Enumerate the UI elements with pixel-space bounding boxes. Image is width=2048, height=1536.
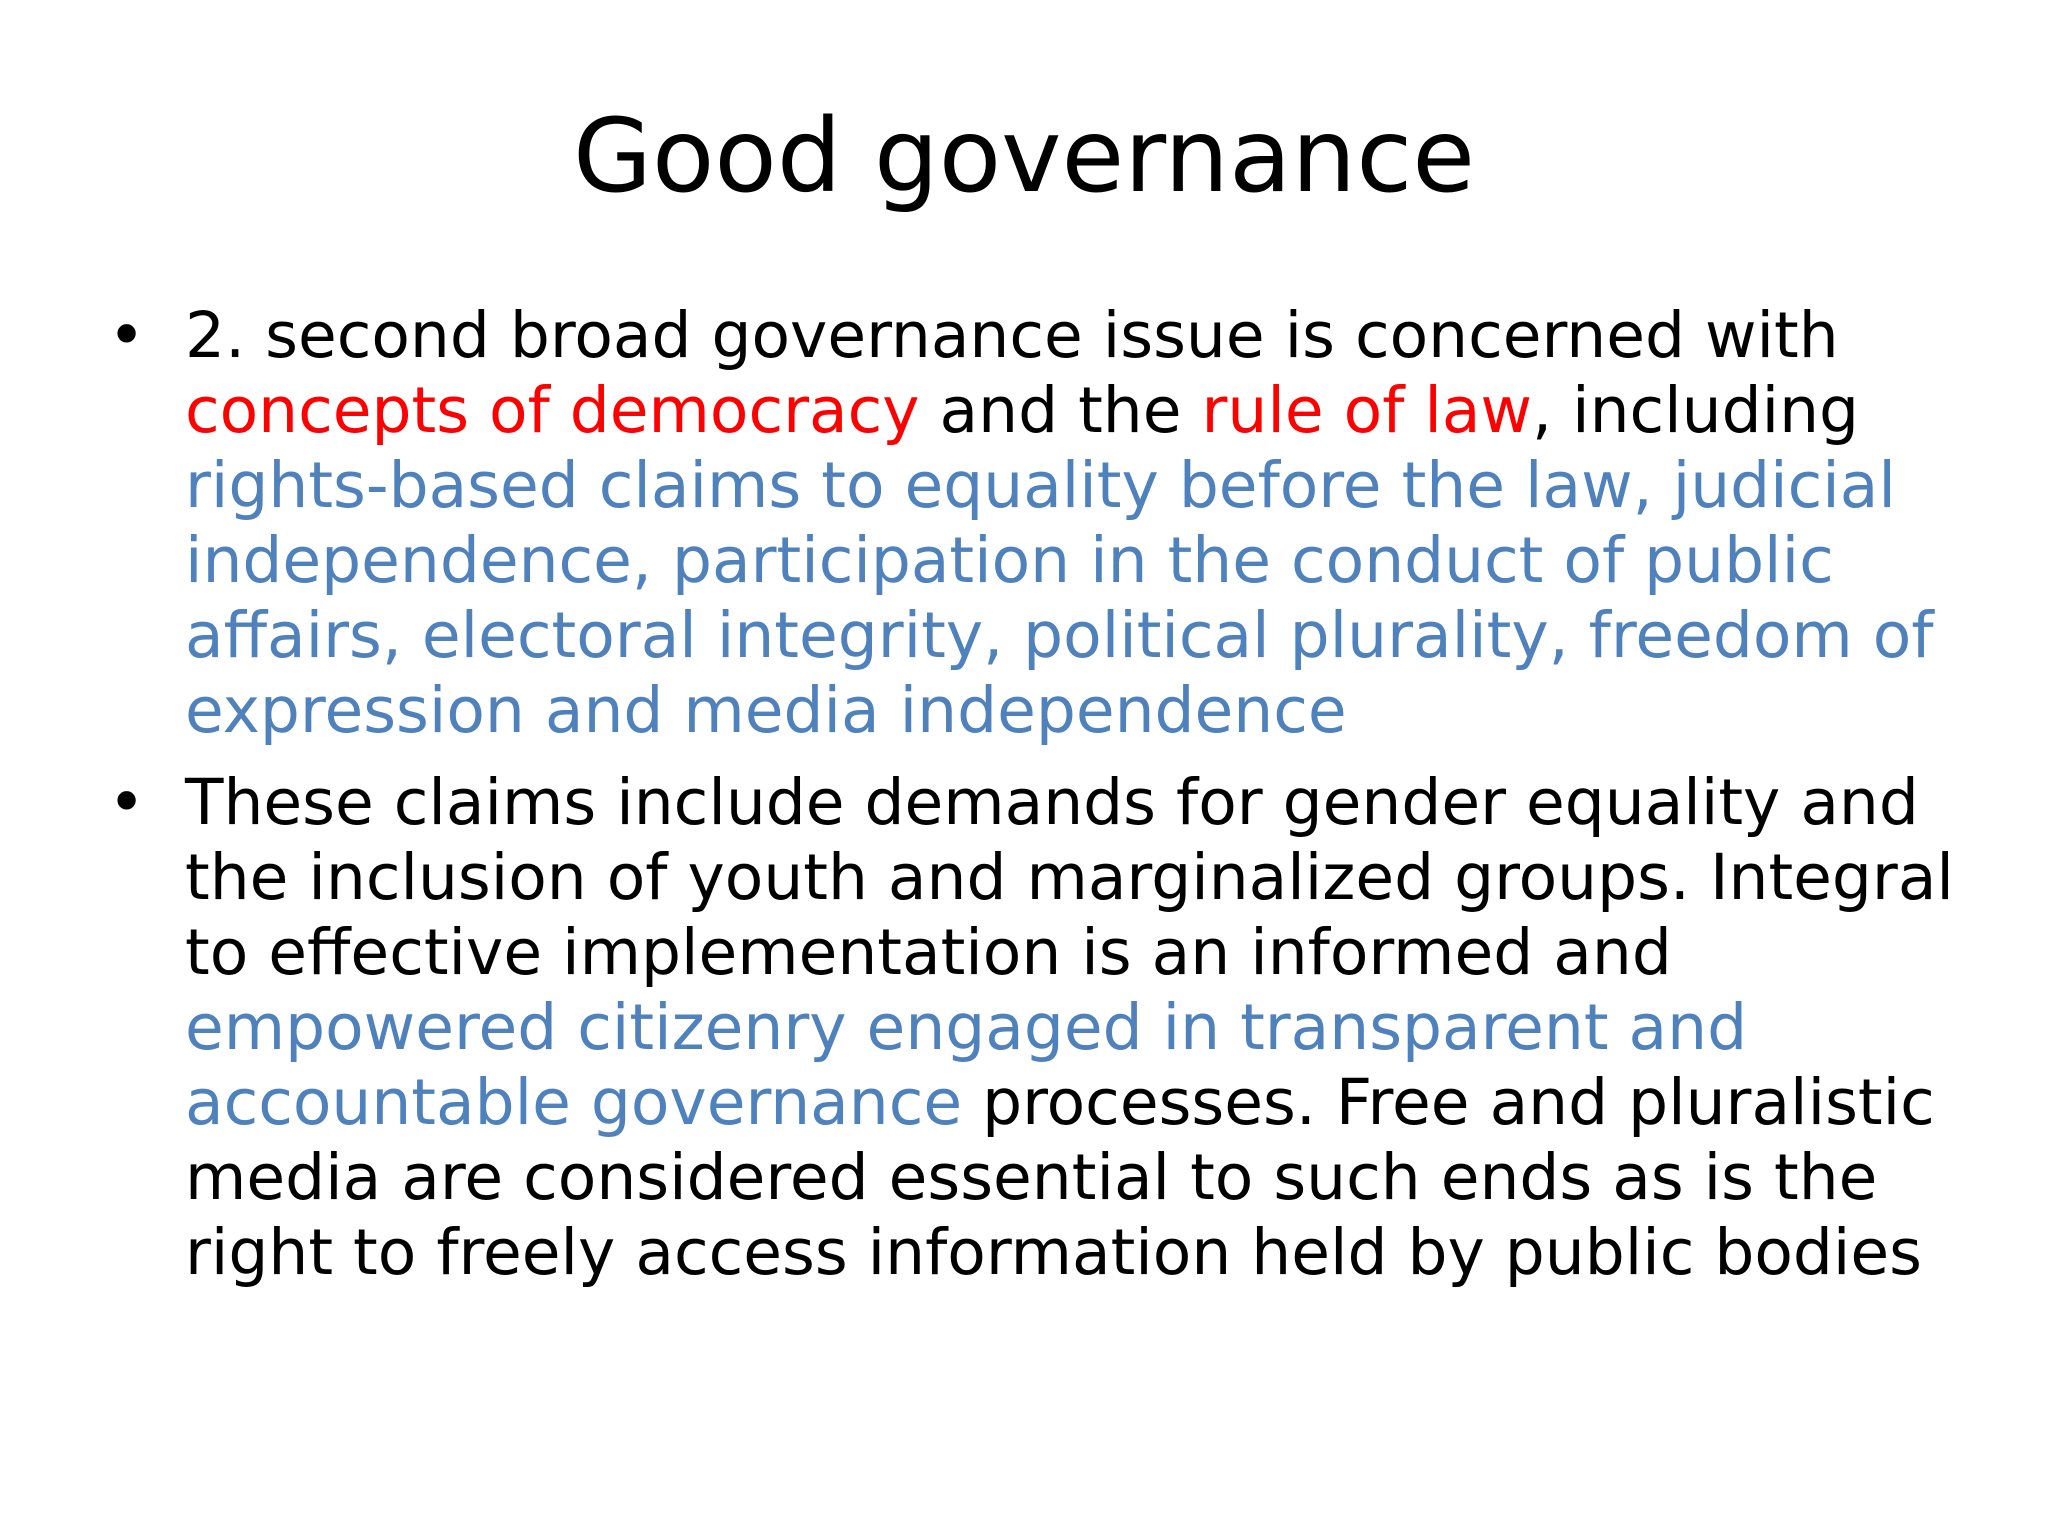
highlighted-text: independence, participation in the conduct of public [185, 524, 1834, 597]
bullet-marker: • [108, 766, 146, 839]
bullet-line [185, 373, 1965, 448]
text-segment: processes. Free and pluralistic [962, 1066, 1935, 1139]
text-segment: right to freely access information held by public bodies [185, 1216, 1922, 1289]
bullet-line [185, 1140, 1965, 1215]
text-segment: 2. second broad governance issue is concerned with [185, 299, 1839, 372]
text-segment: to effective implementation is an informed and [185, 916, 1672, 989]
bullet-line [185, 523, 1965, 598]
highlighted-text: concepts of democracy [185, 374, 920, 447]
bullet-line [185, 298, 1965, 373]
bullet-line [185, 448, 1965, 523]
highlighted-text: rights-based claims to equality before the law, judicial [185, 449, 1896, 522]
text-segment: the inclusion of youth and marginalized groups. Integral [185, 841, 1954, 914]
highlighted-text: accountable governance [185, 1066, 963, 1139]
highlighted-text: affairs, electoral integrity, political plurality, freedom of [185, 599, 1934, 672]
bullet-line [185, 673, 1965, 748]
text-segment: , including [1532, 374, 1860, 447]
bullet-line [185, 915, 1965, 990]
bullet-line [185, 598, 1965, 673]
highlighted-text: expression and media independence [185, 674, 1347, 747]
text-segment: These claims include demands for gender equality and [185, 766, 1919, 839]
bullet-point [185, 298, 1965, 748]
bullet-line [185, 765, 1965, 840]
highlighted-text: empowered citizenry engaged in transparent and [185, 991, 1748, 1064]
bullet-line [185, 990, 1965, 1065]
bullet-line [185, 840, 1965, 915]
slide-title: Good governance [572, 97, 1476, 216]
bullet-line [185, 1215, 1965, 1290]
text-segment: and the [919, 374, 1202, 447]
bullet-line [185, 1065, 1965, 1140]
bullet-point [185, 765, 1965, 1290]
highlighted-text: rule of law [1201, 374, 1533, 447]
text-segment: media are considered essential to such ends as is the [185, 1141, 1878, 1214]
bullet-marker: • [108, 299, 146, 372]
